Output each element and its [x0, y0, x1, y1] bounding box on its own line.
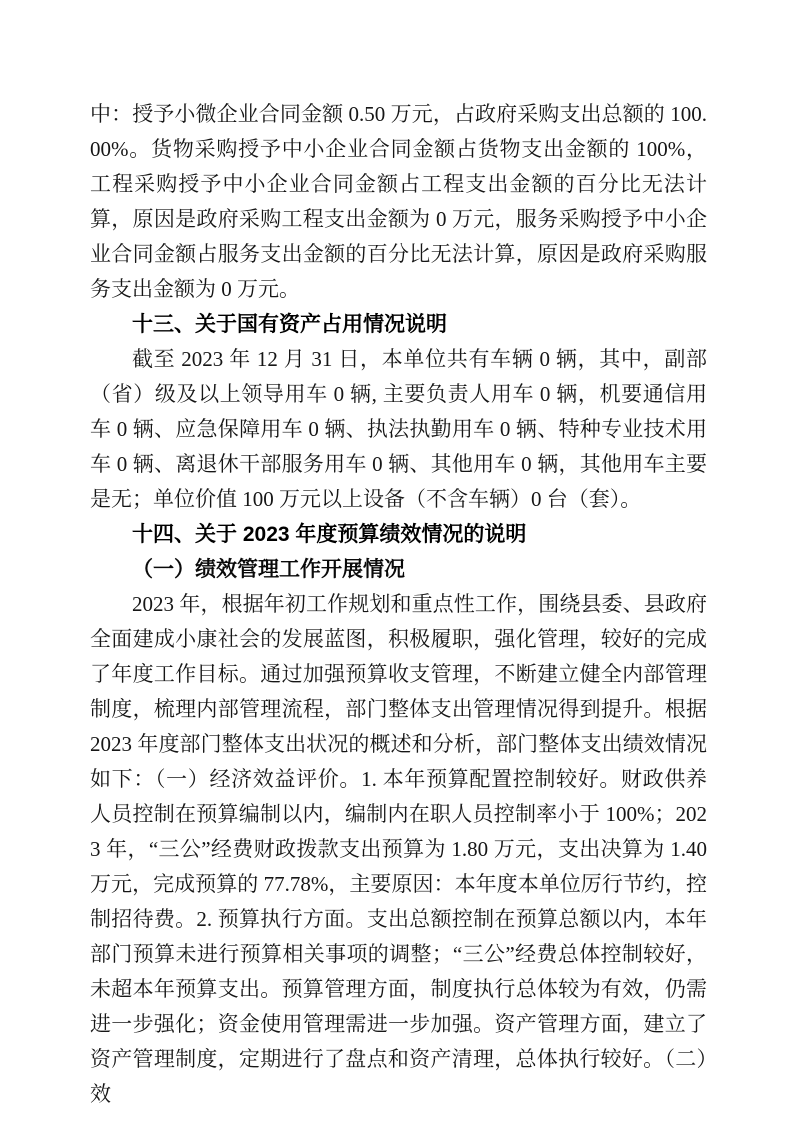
section-heading-14-budget-performance: 十四、关于 2023 年度预算绩效情况的说明	[132, 523, 527, 546]
document-content	[90, 97, 707, 1112]
subsection-heading-performance-management: （一）绩效管理工作开展情况	[132, 558, 405, 581]
paragraph-state-assets-vehicles: 截至 2023 年 12 月 31 日，本单位共有车辆 0 辆，其中，副部（省）级及以上领导用车 0 辆, 主要负责人用车 0 辆，机要通信用车 0 辆、应急保障用车 0 辆、执法执勤用车 0 辆、特种专业技术用车 0 辆、离退休干部服务用车 0 辆、其他用车 0 辆，其他用车主要是无；单位价值 100 万元以上设备（不含车辆）0 台（套）。	[90, 347, 707, 511]
paragraph-performance-overview: 2023 年，根据年初工作规划和重点性工作，围绕县委、县政府全面建成小康社会的发展蓝图，积极履职，强化管理，较好的完成了年度工作目标。通过加强预算收支管理，不断建立健全内部管理制度，梳理内部管理流程，部门整体支出管理情况得到提升。根据 2023 年度部门整体支出状况的概述和分析，部门整体支出绩效情况如下：（一）经济效益评价。1. 本年预算配置控制较好。财政供养人员控制在预算编制以内，编制内在职人员控制率小于 100%；2023 年，“三公”经费财政拨款支出预算为 1.80 万元，支出决算为 1.40 万元，完成预算的 77.78%，主要原因：本年度本单位厉行节约，控制招待费。2. 预算执行方面。支出总额控制在预算总额以内，本年部门预算未进行预算相关事项的调整；“三公”经费总体控制较好，未超本年预算支出。预算管理方面，制度执行总体较为有效，仍需进一步强化；资金使用管理需进一步加强。资产管理方面，建立了资产管理制度，定期进行了盘点和资产清理，总体执行较好。（二）效	[90, 592, 707, 1106]
paragraph-procurement-smes-continuation: 中：授予小微企业合同金额 0.50 万元，占政府采购支出总额的 100.00%。货物采购授予中小企业合同金额占货物支出金额的 100%，工程采购授予中小企业合同金额占工程支出金额的百分比无法计算，原因是政府采购工程支出金额为 0 万元，服务采购授予中小企业合同金额占服务支出金额的百分比无法计算，原因是政府采购服务支出金额为 0 万元。	[90, 102, 707, 301]
section-heading-13-state-assets: 十三、关于国有资产占用情况说明	[132, 313, 447, 336]
